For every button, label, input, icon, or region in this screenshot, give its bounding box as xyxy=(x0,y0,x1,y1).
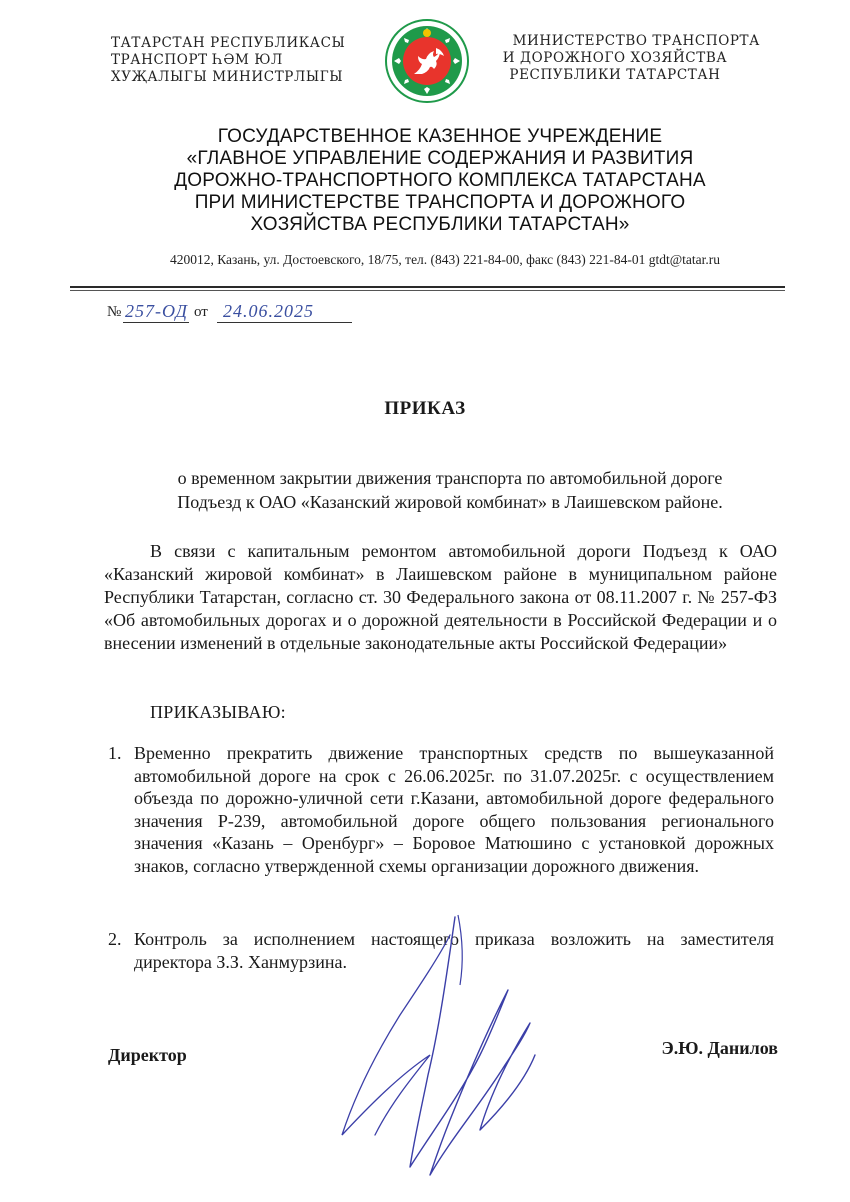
subject-line: Подъезд к ОАО «Казанский жировой комбинат» в Лаишевском районе. xyxy=(177,492,723,512)
header-left-line: ХУҖАЛЫГЫ МИНИСТРЛЫГЫ xyxy=(111,69,344,85)
header-right-line: РЕСПУБЛИКИ ТАТАРСТАН xyxy=(509,67,721,83)
number-label: № xyxy=(107,304,122,320)
item-text: Временно прекратить движение транспортных средств по вышеуказанной автомобильной дороге на срок с 26.06.2025г. по 31.07.2025г. с осуществлением объезда по дорожно-уличной сети г.Казани, автомобильной дороге федерального значения Р-239, автомобильной дороге общего пользования регионального значения «Казань – Оренбург» – Боровое Матюшино с установкой дорожных знаков, согласно утвержденной схемы организации дорожного движения. xyxy=(134,743,774,876)
document-title: ПРИКАЗ xyxy=(384,398,466,419)
header-divider xyxy=(70,286,785,288)
item-number: 2. xyxy=(108,929,122,949)
order-label: ПРИКАЗЫВАЮ: xyxy=(150,702,286,722)
ministry-name-tatar xyxy=(111,35,391,86)
organization-line: «ГЛАВНОЕ УПРАВЛЕНИЕ СОДЕРЖАНИЯ И РАЗВИТИЯ xyxy=(186,148,694,169)
header-right-line: И ДОРОЖНОГО ХОЗЯЙСТВА xyxy=(502,50,728,66)
registration-field xyxy=(107,302,367,328)
signatory-name: Э.Ю. Данилов xyxy=(661,1038,778,1058)
date-underline xyxy=(217,322,352,323)
header-left-line: ТРАНСПОРТ ҺӘМ ЮЛ xyxy=(111,52,283,68)
number-underline xyxy=(123,322,189,323)
header-right-line: МИНИСТЕРСТВО ТРАНСПОРТА xyxy=(512,33,760,49)
preamble-paragraph: В связи с капитальным ремонтом автомобильной дороги Подъезд к ОАО «Казанский жировой комбинат» в Лаишевском районе в муниципальном районе Республики Татарстан, согласно ст. 30 Федерального закона от 08.11.2007 г. № 257-ФЗ «Об автомобильных дорогах и о дорожной деятельности в Российской Федерации и о внесении изменений в отдельные законодательные акты Российской Федерации» xyxy=(104,541,777,653)
organization-line: ГОСУДАРСТВЕННОЕ КАЗЕННОЕ УЧРЕЖДЕНИЕ xyxy=(217,126,663,147)
document-number: 257-ОД xyxy=(125,301,188,321)
organization-line: ПРИ МИНИСТЕРСТВЕ ТРАНСПОРТА И ДОРОЖНОГО xyxy=(194,192,686,213)
organization-address: 420012, Казань, ул. Достоевского, 18/75, тел. (843) 221-84-00, факс (843) 221-84-01 gtdt@tatar.ru xyxy=(169,252,721,267)
ministry-name-russian xyxy=(470,33,760,84)
item-number: 1. xyxy=(108,743,122,763)
organization-name xyxy=(120,126,760,236)
subject-line: о временном закрытии движения транспорта по автомобильной дороге xyxy=(177,468,723,488)
handwritten-signature xyxy=(330,905,560,1185)
order-item xyxy=(108,742,778,907)
document-subject xyxy=(120,466,780,514)
organization-line: ХОЗЯЙСТВА РЕСПУБЛИКИ ТАТАРСТАН» xyxy=(250,214,630,235)
document-date: 24.06.2025 xyxy=(223,301,314,321)
organization-line: ДОРОЖНО-ТРАНСПОРТНОГО КОМПЛЕКСА ТАТАРСТАНА xyxy=(174,170,706,191)
header-divider-thin xyxy=(70,290,785,291)
date-label: от xyxy=(194,304,208,320)
item-text: Контроль за исполнением настоящего приказа возложить на заместителя директора З.З. Ханмурзина. xyxy=(134,929,774,972)
tatarstan-coat-of-arms-icon xyxy=(384,18,470,104)
signatory-role: Директор xyxy=(108,1045,187,1065)
header-left-line: ТАТАРСТАН РЕСПУБЛИКАСЫ xyxy=(111,35,346,51)
